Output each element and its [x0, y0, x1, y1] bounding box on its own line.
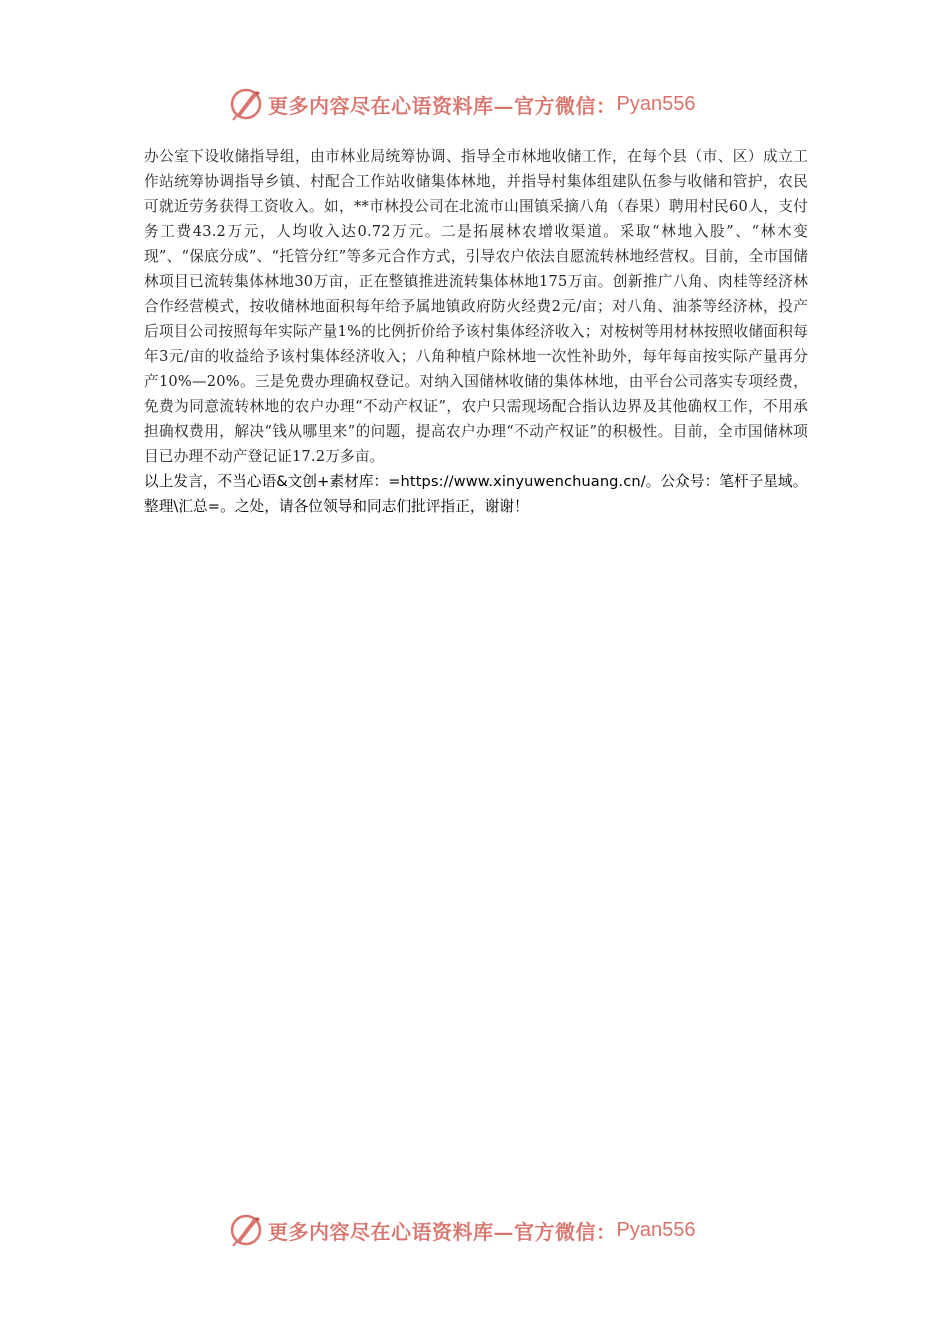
body-paragraph: 办公室下设收储指导组，由市林业局统筹协调、指导全市林地收储工作，在每个县（市、区）成立工作站统筹协调指导乡镇、村配合工作站收储集体林地，并指导村集体组建队伍参与收储和管护，农民可就近劳务获得工资收入。如，**市林投公司在北流市山围镇采摘八角（春果）聘用村民60人，支付务工费43.2万元，人均收入达0.72万元。二是拓展林农增收渠道。采取“林地入股”、“林木变现”、“保底分成”、“托管分红”等多元合作方式，引导农户依法自愿流转林地经营权。目前，全市国储林项目已流转集体林地30万亩，正在整镇推进流转集体林地175万亩。创新推广八角、肉桂等经济林合作经营模式，按收储林地面积每年给予属地镇政府防火经费2元/亩；对八角、油茶等经济林，投产后项目公司按照每年实际产量1%的比例折价给予该村集体经济收入；对桉树等用材林按照收储面积每年3元/亩的收益给予该村集体经济收入；八角种植户除林地一次性补助外，每年每亩按实际产量再分产10%—20%。三是免费办理确权登记。对纳入国储林收储的集体林地，由平台公司落实专项经费，免费为同意流转林地的农户办理“不动产权证”，农户只需现场配合指认边界及其他确权工作，不用承担确权费用，解决“钱从哪里来”的问题，提高农户办理“不动产权证”的积极性。目前，全市国储林项目已办理不动产登记证17.2万多亩。	[144, 148, 808, 465]
document-body	[144, 144, 808, 519]
banner-wechat-handle: Pyan556	[616, 1218, 696, 1241]
banner-wechat-handle: Pyan556	[616, 92, 696, 115]
banner-text: 更多内容尽在心语资料库—官方微信：	[268, 93, 617, 118]
footer-watermark-banner	[228, 1212, 695, 1248]
header-watermark-banner	[228, 86, 695, 122]
closing-remark: 以上发言，不当心语&文创+素材库：=https://www.xinyuwenchuang.cn/。公众号：笔杆子星域。整理\汇总=。之处，请各位领导和同志们批评指正，谢谢！	[144, 473, 808, 515]
quill-pen-logo-icon	[228, 86, 264, 122]
quill-pen-logo-icon	[228, 1212, 264, 1248]
banner-text: 更多内容尽在心语资料库—官方微信：	[268, 1219, 617, 1244]
